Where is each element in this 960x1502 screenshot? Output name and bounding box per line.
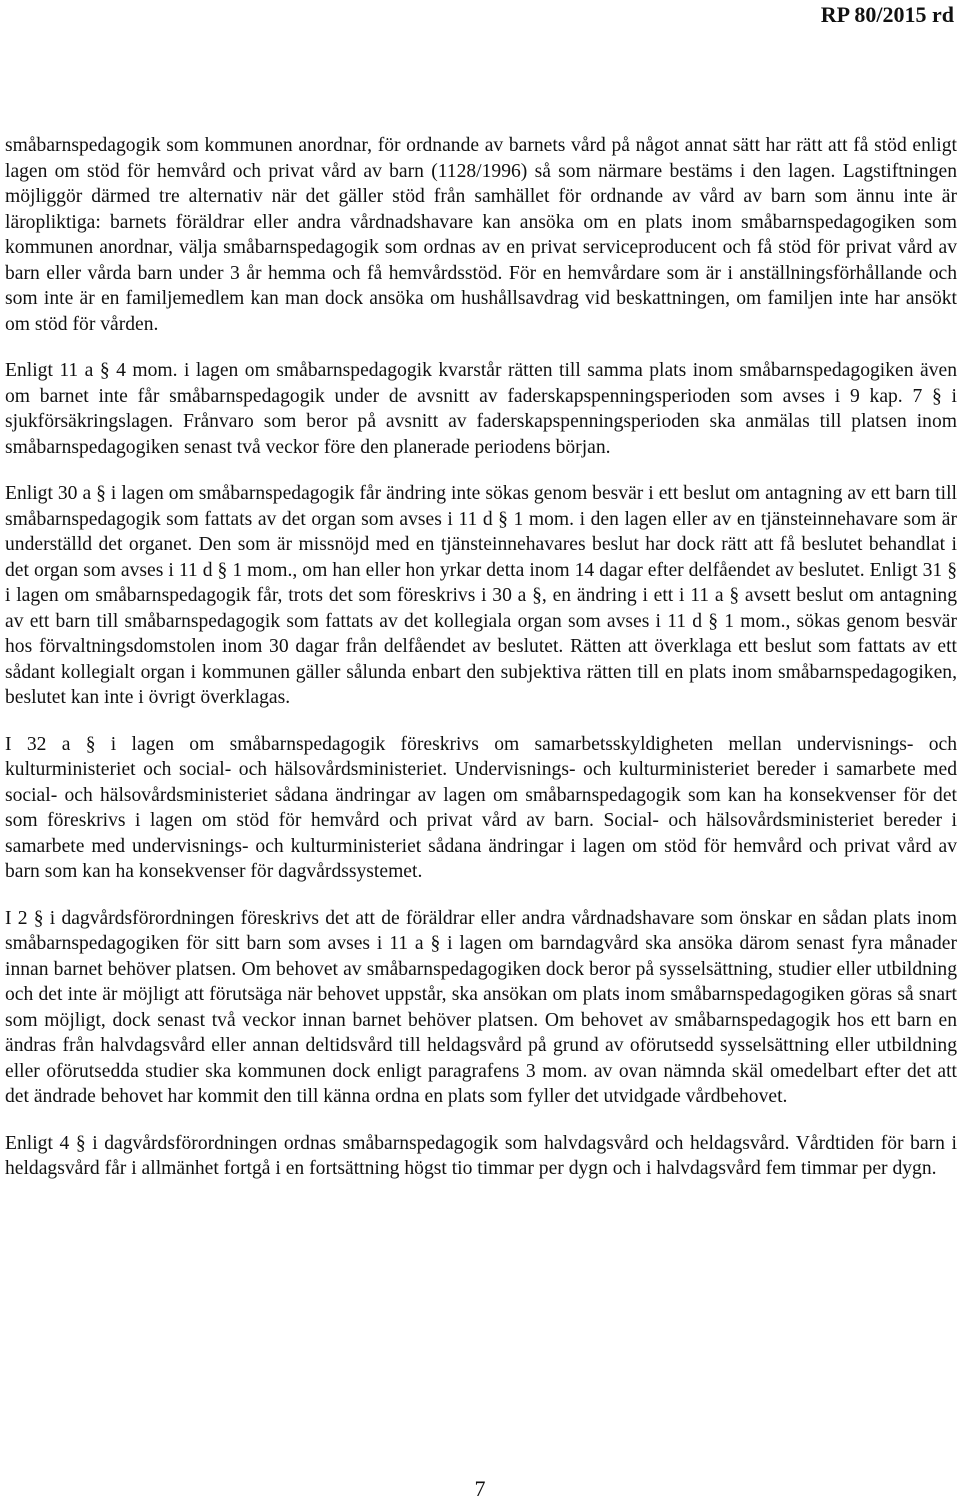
paragraph-30a-besvar: Enligt 30 a § i lagen om småbarnspedagogik får ändring inte sökas genom besvär i ett beslut om antagning av ett barn till småbarnspedagogik som fattats av det organ som avses i 11 d § 1 mom. i den lagen eller av en tjänsteinnehavare som är underställd det organet. Den som är missnöjd med en tjänsteinnehavares beslut har dock rätt att få beslutet behandlat i det organ som avses i 11 d § 1 mom., om han eller hon yrkar detta inom 14 dagar efter delfåendet av beslutet. Enligt 31 § i lagen om småbarnspedagogik får, trots det som föreskrivs i 30 a §, en ändring i ett i 11 a § avsett beslut om antagning av ett barn till småbarnspedagogik som fattats av det kollegiala organ som avses i 11 d § 1 mom., sökas genom besvär hos förvaltningsdomstolen inom 30 dagar från delfåendet av beslutet. Rätten att överklaga ett beslut som fattats av ett sådant kollegialt organ i kommunen gäller sålunda enbart den subjektiva rätten till en plats inom småbarnspedagogiken, beslutet kan inte i övrigt överklagas. — [5, 483, 957, 708]
paragraph-32a-samarbete: I 32 a § i lagen om småbarnspedagogik föreskrivs om samarbetsskyldigheten mellan undervisnings- och kulturministeriet och social- och hälsovårdsministeriet. Undervisnings- och kulturministeriet bereder i samarbete med social- och hälsovårdsministeriet sådana ändringar av lagen om småbarnspedagogik som kan ha konsekvenser för det som föreskrivs i lagen om stöd för hemvård och privat vård av barn. Social- och hälsovårdsministeriet bereder i samarbete med undervisnings- och kulturministeriet sådana ändringar i lagen om stöd för hemvård och privat vård av barn som kan ha konsekvenser för dagvårdssystemet. — [5, 733, 957, 882]
page-number: 7 — [474, 1476, 486, 1501]
paragraph-dagvardsforordning-4: Enligt 4 § i dagvårdsförordningen ordnas småbarnspedagogik som halvdagsvård och heldagsvård. Vårdtiden för barn i heldagsvård får i allmänhet fortgå i en fortsättning högst tio timmar per dygn och i halvdagsvård fem timmar per dygn. — [5, 1132, 957, 1179]
paragraph-dagvardsforordning-2: I 2 § i dagvårdsförordningen föreskrivs det att de föräldrar eller andra vårdnadshavare som önskar en sådan plats inom småbarnspedagogiken för sitt barn som avses i 11 a § i lagen om barndagvård ska ansöka därom senast fyra månader innan barnet behöver platsen. Om behovet av småbarnspedagogiken dock beror på sysselsättning, studier eller utbildning och det inte är möjligt att förutsäga när behovet uppstår, ska ansökan om plats inom småbarnspedagogiken göras så snart som möjligt, dock senast två veckor innan barnet behöver platsen. Om behovet av småbarnspedagogik hos ett barn en ändras från halvdagsvård eller annan deltidsvård till heldagsvård på grund av oförutsedd sysselsättning eller utbildning eller oförutsedda studier ska kommunen dock enligt paragrafens 3 mom. av ovan nämnda skäl omedelbart efter det att det ändrade behovet har kommit den till känna ordna en plats som fyller det utvidgade vårdbehovet. — [5, 907, 957, 1107]
document-body — [5, 133, 957, 1203]
paragraph-11a-4mom: Enligt 11 a § 4 mom. i lagen om småbarnspedagogik kvarstår rätten till samma plats inom småbarnspedagogiken även om barnet inte får småbarnspedagogik under de avsnitt av faderskapspenningsperioden som avses i 9 kap. 7 § i sjukförsäkringslagen. Frånvaro som beror på avsnitt av faderskapspenningsperioden ska anmälas till platsen inom småbarnspedagogiken senast två veckor före den planerade periodens början. — [5, 360, 957, 458]
document-reference: RP 80/2015 rd — [820, 2, 954, 27]
paragraph-stod-hemvard: småbarnspedagogik som kommunen anordnar, för ordnande av barnets vård på något annat sätt har rätt att få stöd enligt lagen om stöd för hemvård och privat vård av barn (1128/1996) så som närmare bestäms i den lagen. Lagstiftningen möjliggör därmed tre alternativ när det gäller stöd från samhället för ordnande av vård av barn som ännu inte är läropliktiga: barnets föräldrar eller andra vårdnadshavare kan ansöka om en plats inom småbarnspedagogiken som kommunen anordnar, välja småbarnspedagogik som ordnas av en privat serviceproducent och få stöd för privat vård av barn eller vårda barn under 3 år hemma och få hemvårdsstöd. För en hemvårdare som är i anställningsförhållande och som inte är en familjemedlem kan man dock ansöka om hushållsavdrag vid beskattningen, om familjen inte har ansökt om stöd för vården. — [5, 135, 957, 335]
